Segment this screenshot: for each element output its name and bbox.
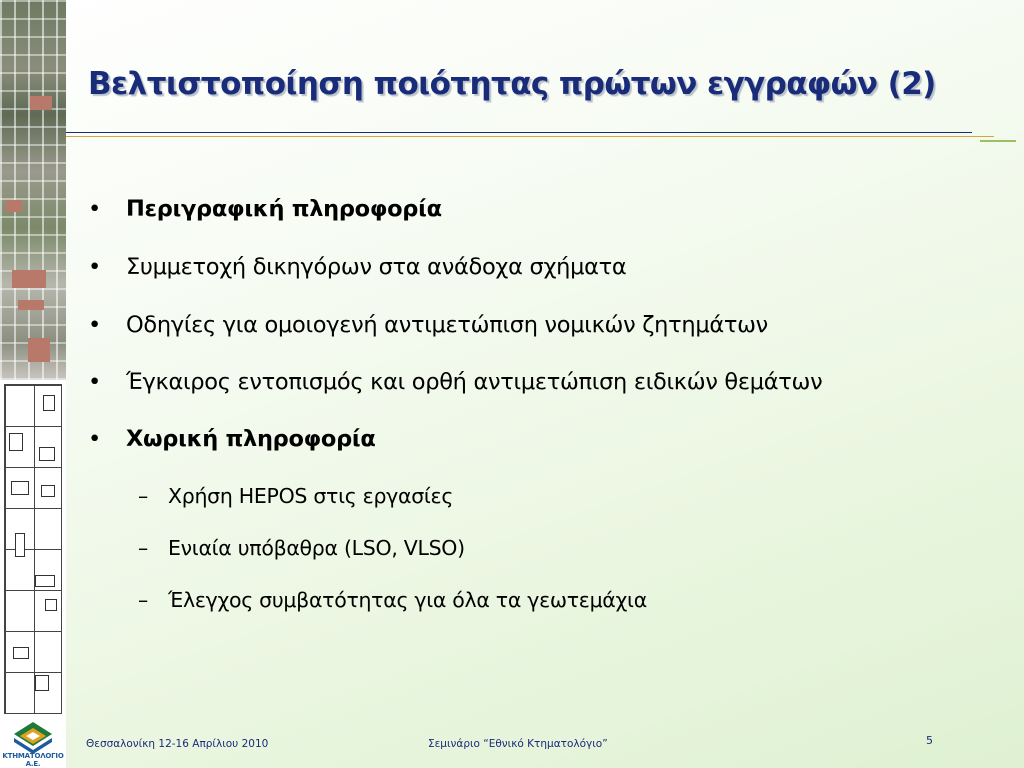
page-title: Βελτιστοποίηση ποιότητας πρώτων εγγραφών (2) <box>88 66 936 102</box>
title-rule-blue <box>66 132 972 133</box>
sub-bullet-text: Χρήση HEPOS στις εργασίες <box>168 484 454 508</box>
footer-location-date: Θεσσαλονίκη 12-16 Απρίλιου 2010 <box>86 738 269 750</box>
sub-bullet-glyph: – <box>138 484 148 508</box>
bullet-text: Έγκαιρος εντοπισμός και ορθή αντιμετώπιση ειδικών θεμάτων <box>126 369 823 395</box>
bullet-glyph: • <box>88 312 101 338</box>
sub-bullet-text: Έλεγχος συμβατότητας για όλα τα γεωτεμάχια <box>168 588 647 612</box>
bullet-text: Περιγραφική πληροφορία <box>126 196 442 222</box>
bullet-text: Οδηγίες για ομοιογενή αντιμετώπιση νομικών ζητημάτων <box>126 312 768 338</box>
decorative-side-strip <box>0 0 66 768</box>
sub-bullet-text: Ενιαία υπόβαθρα (LSO, VLSO) <box>168 536 465 560</box>
sub-bullet-glyph: – <box>138 588 148 612</box>
page-number: 5 <box>926 734 933 747</box>
bullet-text: Συμμετοχή δικηγόρων στα ανάδοχα σχήματα <box>126 254 627 280</box>
bullet-glyph: • <box>88 196 101 222</box>
bullet-glyph: • <box>88 369 101 395</box>
title-rule-gold <box>66 136 994 137</box>
logo-text: ΚΤΗΜΑΤΟΛΟΓΙΟ Α.Ε. <box>2 752 64 768</box>
bullet-glyph: • <box>88 426 101 452</box>
bullet-glyph: • <box>88 254 101 280</box>
footer-seminar-name: Σεμινάριο “Εθνικό Κτηματολόγιο” <box>428 738 608 750</box>
cadastral-plot-map <box>4 384 62 714</box>
aerial-photo-strip <box>0 0 66 380</box>
title-rule-green <box>980 140 1016 142</box>
sub-bullet-glyph: – <box>138 536 148 560</box>
bullet-text: Χωρική πληροφορία <box>126 426 376 452</box>
